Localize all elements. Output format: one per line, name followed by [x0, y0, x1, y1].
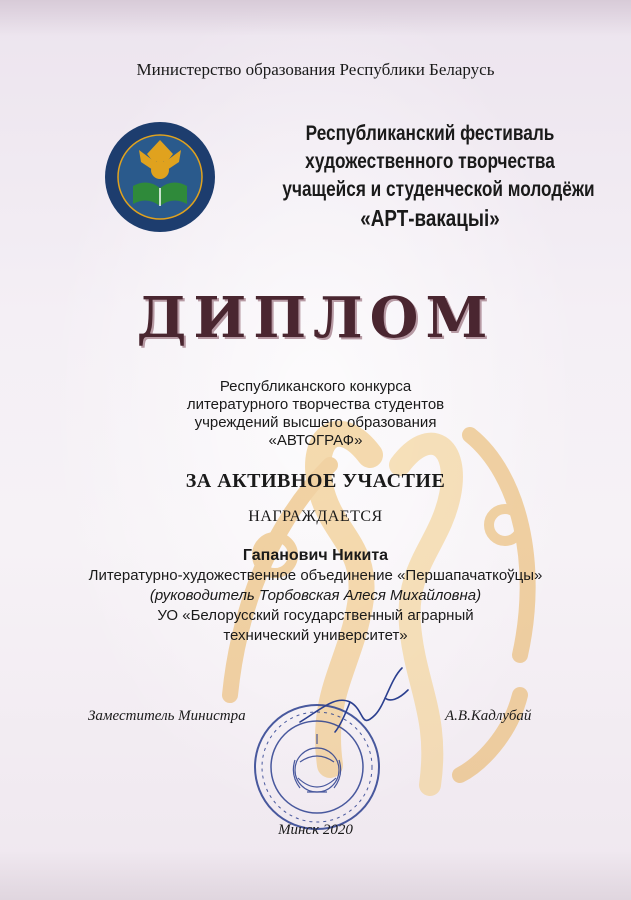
recipient-university-line-1: УО «Белорусский государственный аграрный — [157, 607, 474, 624]
awarded-label: НАГРАЖДАЕТСЯ — [248, 508, 383, 525]
contest-line-2: литературного творчества студентов — [186, 396, 445, 413]
signature-icon — [290, 660, 430, 740]
city-year: Минск 2020 — [278, 822, 353, 838]
decorative-top-border — [0, 0, 631, 36]
festival-name: «АРТ-вакацыі» — [360, 205, 500, 231]
signatory-title: Заместитель Министра — [88, 708, 246, 724]
contest-line-3: учреждений высшего образования — [194, 414, 437, 431]
recipient-block — [0, 546, 631, 646]
contest-description — [0, 378, 631, 450]
recipient-supervisor: (руководитель Торбовская Алеся Михайловна) — [149, 587, 482, 604]
festival-line-1: Республиканский фестиваль — [305, 122, 555, 145]
ministry-emblem-icon — [103, 120, 217, 234]
decorative-bottom-border — [0, 850, 631, 900]
ministry-header: Министерство образования Республики Беларусь — [136, 60, 495, 79]
festival-title — [282, 120, 595, 232]
diploma-title: ДИПЛОМ — [136, 285, 495, 351]
festival-line-2: художественного творчества — [305, 150, 555, 173]
festival-line-3: учащейся и студенческой молодёжи — [282, 178, 595, 201]
recipient-association: Литературно-художественное объединение «Першапачаткоўцы» — [88, 567, 543, 584]
signatory-name: А.В.Кадлубай — [445, 708, 532, 724]
recipient-university-line-2: технический университет» — [223, 627, 408, 644]
recipient-name: Гапанович Никита — [242, 547, 389, 564]
contest-line-1: Республиканского конкурса — [219, 378, 412, 395]
award-reason: ЗА АКТИВНОЕ УЧАСТИЕ — [185, 470, 446, 492]
contest-name: «АВТОГРАФ» — [268, 432, 363, 449]
